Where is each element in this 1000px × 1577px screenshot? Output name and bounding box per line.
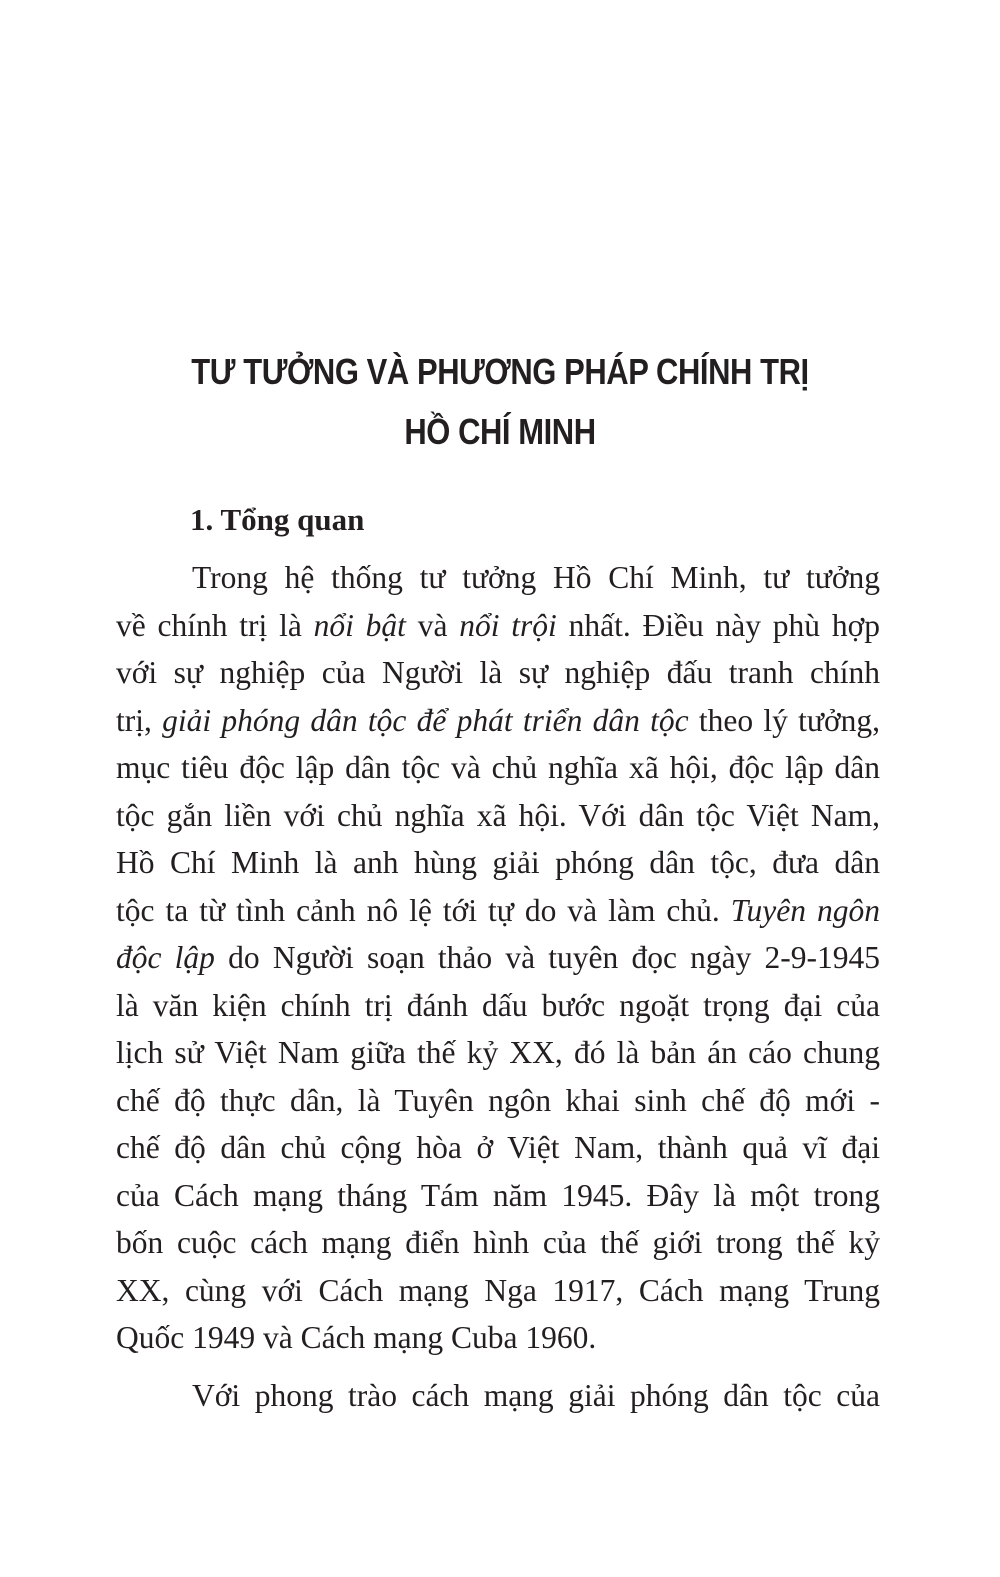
italic-run: nổi trội: [459, 607, 557, 643]
text-line: là văn kiện chính trị đánh dấu bước ngoặt trọng đại của: [116, 987, 880, 1023]
text-line: lịch sử Việt Nam giữa thế kỷ XX, đó là bản án cáo chung: [116, 1035, 880, 1070]
body-paragraph-1: [116, 554, 880, 1362]
body-paragraph-2: [116, 1372, 880, 1420]
text-line: Quốc 1949 và Cách mạng Cuba 1960.: [116, 1320, 597, 1355]
text-line: Với phong trào cách mạng giải phóng dân tộc của: [192, 1378, 880, 1413]
text-line: Hồ Chí Minh là anh hùng giải phóng dân tộc, đưa dân: [116, 845, 880, 880]
text-line: với sự nghiệp của Người là sự nghiệp đấu tranh chính: [116, 655, 880, 690]
text-line: XX, cùng với Cách mạng Nga 1917, Cách mạng Trung: [116, 1272, 880, 1308]
text-run: tộc ta từ tình cảnh nô lệ tới tự do và làm chủ.: [116, 892, 731, 928]
text-run: nhất. Điều này phù hợp: [556, 607, 880, 643]
chapter-title-line-1: TƯ TƯỞNG VÀ PHƯƠNG PHÁP CHÍNH TRỊ: [191, 351, 809, 392]
italic-run: giải phóng dân tộc để phát triển dân tộc: [162, 702, 689, 738]
text-line: mục tiêu độc lập dân tộc và chủ nghĩa xã hội, độc lập dân: [116, 750, 880, 785]
text-line: [116, 934, 880, 982]
text-line: Trong hệ thống tư tưởng Hồ Chí Minh, tư tưởng: [192, 560, 880, 595]
text-run: trị,: [116, 702, 163, 738]
chapter-title-line-2: HỒ CHÍ MINH: [404, 411, 596, 452]
italic-run: nổi bật: [313, 607, 406, 643]
text-line: [116, 602, 880, 650]
text-run: theo lý tưởng,: [688, 702, 880, 738]
text-run: về chính trị là: [116, 607, 314, 643]
text-line: chế độ thực dân, là Tuyên ngôn khai sinh chế độ mới -: [116, 1082, 880, 1118]
text-line: tộc gắn liền với chủ nghĩa xã hội. Với dân tộc Việt Nam,: [116, 797, 880, 833]
text-run: và: [405, 607, 460, 643]
text-line: chế độ dân chủ cộng hòa ở Việt Nam, thành quả vĩ đại: [116, 1130, 880, 1165]
text-run: do Người soạn thảo và tuyên đọc ngày 2-9-1945: [214, 940, 881, 975]
italic-run: Tuyên ngôn: [730, 892, 881, 928]
section-heading: 1. Tổng quan: [190, 502, 365, 537]
italic-run: độc lập: [116, 940, 215, 975]
text-line: bốn cuộc cách mạng điển hình của thế giới trong thế kỷ: [116, 1225, 880, 1260]
text-line: [116, 697, 880, 745]
text-line: của Cách mạng tháng Tám năm 1945. Đây là một trong: [116, 1177, 880, 1213]
text-line: [116, 887, 880, 935]
